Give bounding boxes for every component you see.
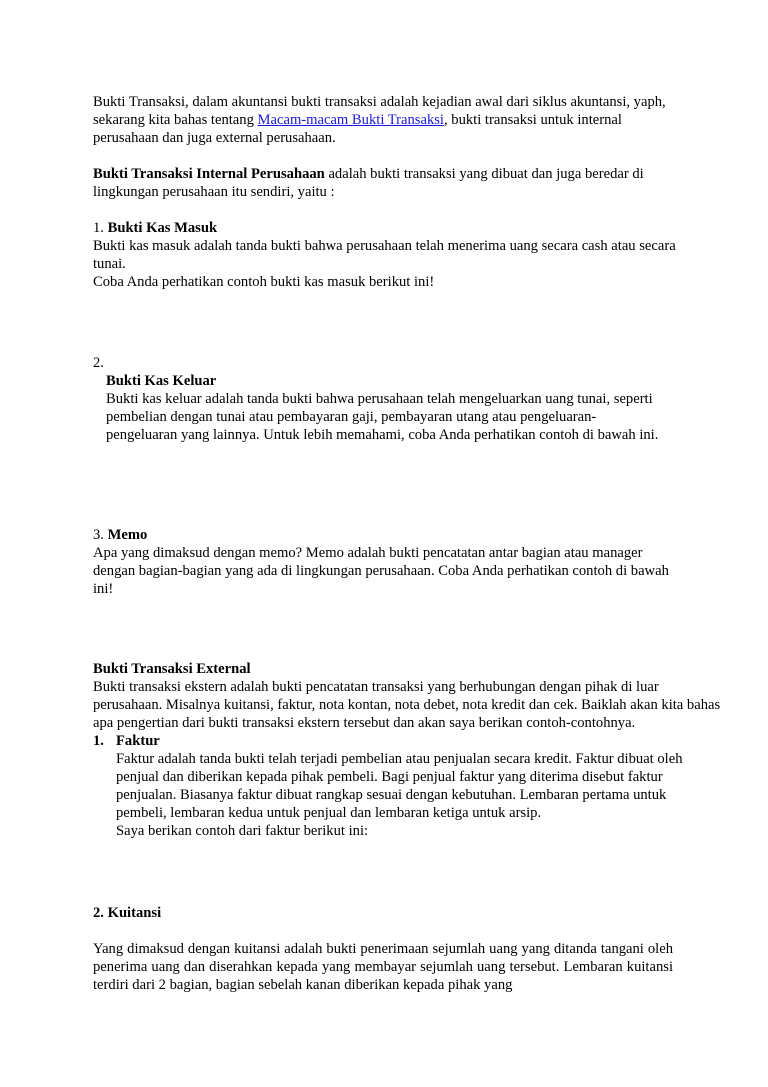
faktur-text: Faktur adalah tanda bukti telah terjadi pembelian atau penjualan secara kredit. Faktur dibuat oleh penjual dan diberikan kepada pihak pembeli. Bagi penjual faktur yang diterima disebut faktur penjualan. Biasanya faktur dibuat rangkap sesuai dengan kebutuhan. Lembaran pertama untuk pembeli, lembaran kedua untuk penjual dan lembaran ketiga untuk arsip. — [116, 751, 683, 821]
macam-bukti-link[interactable]: Macam-macam Bukti Transaksi — [257, 112, 444, 128]
kas-keluar-heading-text: Bukti Kas Keluar — [106, 373, 217, 389]
faktur-number-text: 1. — [93, 733, 104, 749]
faktur-number — [93, 732, 104, 750]
memo-section — [93, 526, 683, 544]
kas-masuk-number: 1. — [93, 220, 108, 236]
internal-paragraph — [93, 165, 668, 201]
kas-masuk-section — [93, 219, 683, 237]
intro-text: Bukti Transaksi, dalam akuntansi bukti transaksi adalah kejadian awal dari siklus akuntansi, yaph, sekarang kita bahas tentang — [93, 94, 666, 128]
kas-masuk-text: Bukti kas masuk adalah tanda bukti bahwa perusahaan telah menerima uang secara cash atau secara tunai. — [93, 238, 676, 272]
memo-text: Apa yang dimaksud dengan memo? Memo adalah bukti pencatatan antar bagian atau manager dengan bagian-bagian yang ada di lingkungan perusahaan. Coba Anda perhatikan contoh di bawah ini! — [93, 545, 669, 597]
faktur-note: Saya berikan contoh dari faktur berikut ini: — [116, 823, 369, 839]
faktur-heading-text: Faktur — [116, 733, 160, 749]
memo-number: 3. — [93, 527, 108, 543]
external-heading — [93, 660, 683, 678]
external-heading-text: Bukti Transaksi External — [93, 661, 251, 677]
internal-heading: Bukti Transaksi Internal Perusahaan — [93, 166, 325, 182]
internal-text: adalah bukti transaksi yang dibuat dan juga beredar di lingkungan perusahaan itu sendiri, yaitu : — [93, 166, 644, 200]
external-text: Bukti transaksi ekstern adalah bukti pencatatan transaksi yang berhubungan dengan pihak di luar perusahaan. Misalnya kuitansi, faktur, nota kontan, nota debet, nota kredit dan cek. Baiklah akan kita bahas apa pengertian dari bukti transaksi ekstern tersebut dan akan saya berikan contoh-contohnya. — [93, 679, 721, 731]
kas-keluar-text: Bukti kas keluar adalah tanda bukti bahwa perusahaan telah mengeluarkan uang tunai, seperti pembelian dengan tunai atau pembayaran gaji, pembayaran utang atau pengeluaran-pengeluaran yang lainnya. Untuk lebih memahami, coba Anda perhatikan contoh di bawah ini. — [106, 391, 659, 443]
faktur-heading — [116, 732, 160, 750]
kuitansi-heading — [93, 904, 683, 922]
intro-paragraph — [93, 93, 683, 147]
kas-keluar-heading — [106, 372, 666, 390]
intro-text-end: , bukti transaksi untuk internal perusahaan dan juga external perusahaan. — [93, 112, 622, 146]
kas-masuk-note: Coba Anda perhatikan contoh bukti kas masuk berikut ini! — [93, 274, 435, 290]
kuitansi-heading-text: 2. Kuitansi — [93, 905, 162, 921]
kas-masuk-heading: Bukti Kas Masuk — [107, 220, 218, 236]
kuitansi-text: Yang dimaksud dengan kuitansi adalah bukti penerimaan sejumlah uang yang ditanda tangani oleh penerima uang dan diserahkan kepada yang membayar sejumlah uang tersebut. Lembaran kuitansi terdiri dari 2 bagian, bagian sebelah kanan diberikan kepada pihak yang — [93, 941, 673, 993]
kas-keluar-number: 2. — [93, 355, 104, 371]
memo-heading: Memo — [107, 527, 148, 543]
